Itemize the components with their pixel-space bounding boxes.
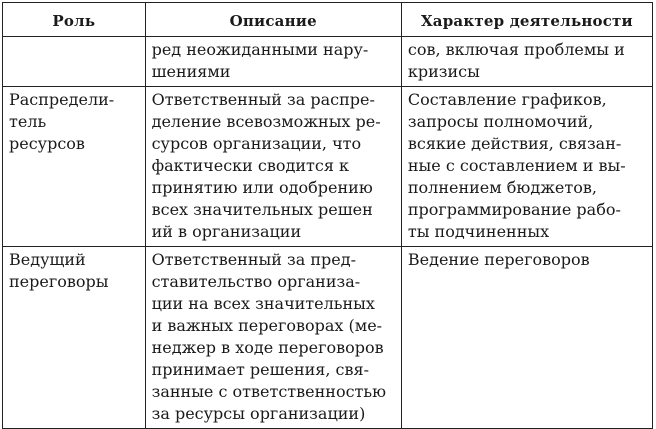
text-line: Ответственный за пред- bbox=[151, 250, 356, 269]
text-line: принимает решения, свя- bbox=[151, 360, 369, 379]
header-activity: Характер деятельности bbox=[401, 3, 652, 37]
table-row bbox=[3, 247, 653, 429]
text-line: переговоры bbox=[9, 272, 109, 291]
header-description: Описание bbox=[145, 3, 401, 37]
text-line: ставительство организа- bbox=[151, 272, 361, 291]
text-line: Составление графиков, bbox=[407, 90, 607, 109]
cell-activity bbox=[401, 37, 652, 87]
text-line: Ведущий bbox=[9, 250, 86, 269]
text-line: всех значительных решен bbox=[151, 200, 373, 219]
text-line: шениями bbox=[151, 62, 231, 81]
text-line: Ответственный за распре- bbox=[151, 90, 375, 109]
text-line: кризисы bbox=[407, 62, 480, 81]
cell-description bbox=[145, 247, 401, 429]
roles-table bbox=[2, 2, 653, 429]
table-row bbox=[3, 87, 653, 247]
text-line: ий в организации bbox=[151, 222, 302, 241]
text-line: Ведение переговоров bbox=[407, 250, 590, 269]
text-line: фактически сводится к bbox=[151, 156, 350, 175]
text-line: Распредели- bbox=[9, 90, 115, 109]
text-line: сов, включая проблемы и bbox=[407, 40, 625, 59]
header-row bbox=[3, 3, 653, 37]
cell-role bbox=[3, 247, 146, 429]
text-line: и важных переговорах (ме- bbox=[151, 316, 383, 335]
text-line: сурсов организации, что bbox=[151, 134, 362, 153]
cell-description bbox=[145, 87, 401, 247]
text-line: ты подчиненных bbox=[407, 222, 550, 241]
text-line: за ресурсы организации) bbox=[151, 404, 366, 423]
text-line: ции на всех значительных bbox=[151, 294, 375, 313]
cell-activity bbox=[401, 87, 652, 247]
text-line: ред неожиданными нару- bbox=[151, 40, 369, 59]
text-line: тель bbox=[9, 112, 47, 131]
text-line: деление всевозможных ре- bbox=[151, 112, 381, 131]
text-line: принятию или одобрению bbox=[151, 178, 373, 197]
text-line: ресурсов bbox=[9, 134, 85, 153]
cell-role bbox=[3, 87, 146, 247]
cell-role bbox=[3, 37, 146, 87]
text-line: запросы полномочий, bbox=[407, 112, 594, 131]
cell-description bbox=[145, 37, 401, 87]
text-line: всякие действия, связан- bbox=[407, 134, 622, 153]
table-row bbox=[3, 37, 653, 87]
text-line: неджер в ходе переговоров bbox=[151, 338, 384, 357]
text-line: программирование рабо- bbox=[407, 200, 621, 219]
text-line: занные с ответственностью bbox=[151, 382, 387, 401]
text-line: полнением бюджетов, bbox=[407, 178, 597, 197]
header-role: Роль bbox=[3, 3, 146, 37]
text-line: ные с составлением и вы- bbox=[407, 156, 626, 175]
cell-activity bbox=[401, 247, 652, 429]
